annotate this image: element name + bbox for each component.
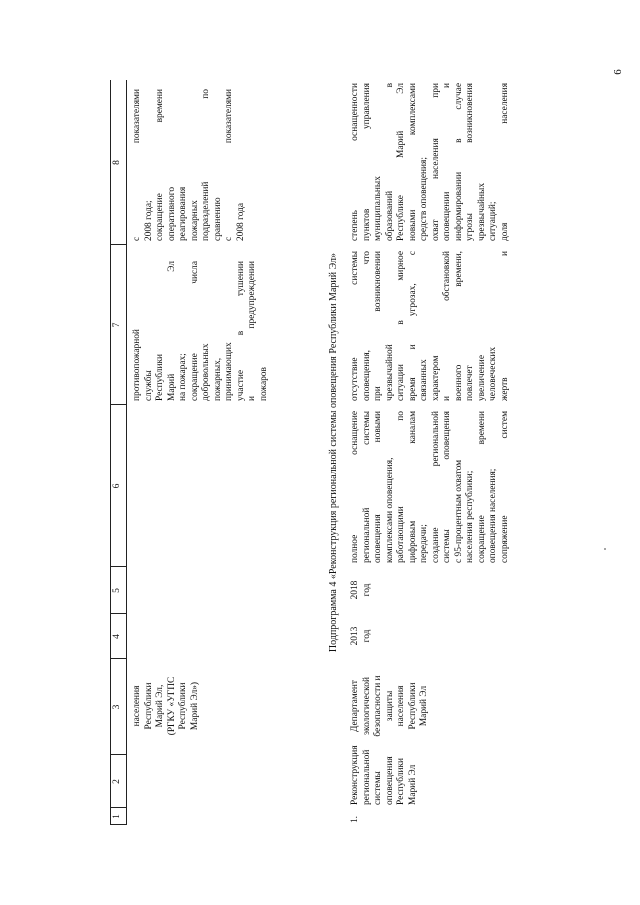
table-header-border bbox=[126, 80, 127, 825]
header-col-5: 5 bbox=[112, 588, 122, 593]
top-row-col7: противопожарной службы Республики Марий Эл на пожарах; сокращение числа добровольных пожарных, принимающих участие в тушении и предупреждении пожаров bbox=[132, 261, 269, 401]
header-col-7: 7 bbox=[112, 322, 122, 328]
page-number: 6 bbox=[611, 69, 624, 75]
top-row-col3: населения Республики Марий Эл, (РГКУ «УГПС Республики Марий Эл») bbox=[132, 676, 200, 736]
row1-col8-indicators: степень оснащенности пунктов управления муниципальных образований в Республике Марий Эл новыми комплексами средств оповещения; охват населения при оповещении и информировании в случае угрозы возникновения чрезвычайных ситуаций; доля населения bbox=[350, 83, 510, 241]
row1-col5-end-year: 2018 год bbox=[350, 580, 372, 600]
row1-col3-executor: Департамент экологической безопасности и защиты населения Республики Марий Эл bbox=[350, 675, 429, 737]
row1-col4-start-year: 2013 год bbox=[350, 626, 372, 646]
row1-col6-expected-result: полное оснащение региональной системы оповещения новыми комплексами оповещения, работающими по цифровым каналам передачи; создание региональной системы оповещения с 95-процентным охватом населения республики; сокращение времени оповещения населения; сопряжение систем bbox=[350, 411, 510, 563]
table-top-border bbox=[110, 80, 111, 825]
top-row-col8: с показателями 2008 года; сокращение времени оперативного реагирования пожарных подразделений по сравнению с показателями 2008 года bbox=[132, 89, 246, 241]
row1-number: 1. bbox=[350, 815, 360, 823]
header-col-3: 3 bbox=[112, 704, 122, 710]
header-col-1: 1 bbox=[112, 814, 122, 819]
subprogram-title: Подпрограмма 4 «Реконструкция региональной системы оповещения Республики Марий Эл» bbox=[328, 252, 339, 653]
header-col-6: 6 bbox=[112, 483, 122, 489]
row1-col7-consequences: отсутствие системы оповещения, что при возникновении чрезвычайной ситуации в мирное время и угрозах, с связанных характером и обстановкой военного времени, повлечет увеличение человеческих жертв и bbox=[350, 251, 510, 401]
row1-col2-activity: Реконструкция региональной системы оповещения Республики Марий Эл bbox=[350, 745, 418, 805]
header-col-4: 4 bbox=[112, 634, 122, 639]
header-col-2: 2 bbox=[112, 779, 122, 784]
header-col-8: 8 bbox=[112, 160, 122, 165]
scan-speck bbox=[604, 548, 606, 550]
landscape-page bbox=[110, 80, 585, 825]
